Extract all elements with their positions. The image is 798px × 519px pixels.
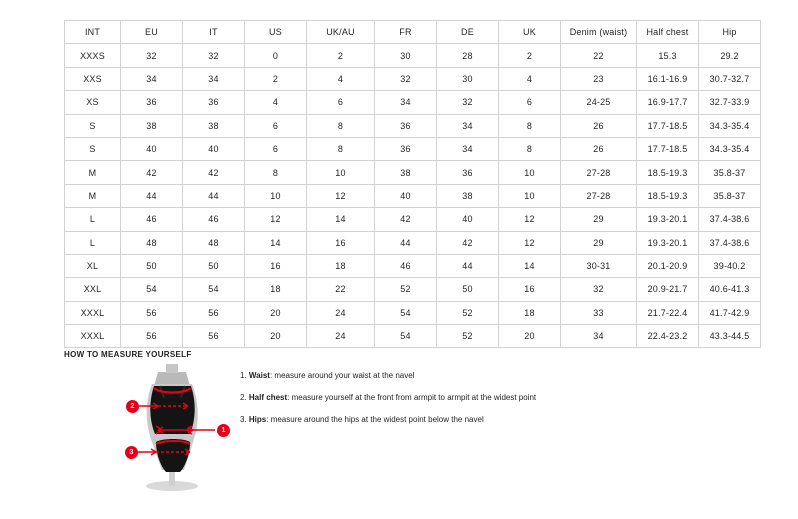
- cell-denim: 23: [561, 67, 637, 90]
- cell-half-chest: 22.4-23.2: [637, 325, 699, 348]
- cell-us: 0: [245, 44, 307, 67]
- cell-half-chest: 20.1-20.9: [637, 254, 699, 277]
- cell-half-chest: 17.7-18.5: [637, 137, 699, 160]
- cell-eu: 40: [121, 137, 183, 160]
- cell-uk: 8: [499, 114, 561, 137]
- cell-uk: 18: [499, 301, 561, 324]
- cell-denim: 33: [561, 301, 637, 324]
- cell-de: 50: [437, 278, 499, 301]
- cell-half-chest: 16.1-16.9: [637, 67, 699, 90]
- column-header-half-chest: Half chest: [637, 21, 699, 44]
- measure-badge-3: 3: [125, 446, 138, 459]
- cell-us: 14: [245, 231, 307, 254]
- cell-int: XXXL: [65, 325, 121, 348]
- column-header-eu: EU: [121, 21, 183, 44]
- cell-int: M: [65, 184, 121, 207]
- table-row: [65, 254, 761, 277]
- cell-ukau: 18: [307, 254, 375, 277]
- cell-hip: 29.2: [699, 44, 761, 67]
- column-header-ukau: UK/AU: [307, 21, 375, 44]
- table-header-row: [65, 21, 761, 44]
- cell-denim: 22: [561, 44, 637, 67]
- cell-denim: 29: [561, 231, 637, 254]
- cell-int: XXXL: [65, 301, 121, 324]
- cell-denim: 29: [561, 208, 637, 231]
- cell-uk: 8: [499, 137, 561, 160]
- cell-half-chest: 19.3-20.1: [637, 208, 699, 231]
- cell-half-chest: 21.7-22.4: [637, 301, 699, 324]
- cell-fr: 42: [375, 208, 437, 231]
- cell-int: XXS: [65, 67, 121, 90]
- table-row: [65, 184, 761, 207]
- cell-denim: 24-25: [561, 91, 637, 114]
- cell-hip: 35.8-37: [699, 184, 761, 207]
- size-table-body: [65, 44, 761, 348]
- measure-instructions-list: [240, 370, 710, 436]
- cell-fr: 38: [375, 161, 437, 184]
- measure-instruction-half-chest: [240, 392, 710, 403]
- cell-ukau: 24: [307, 301, 375, 324]
- cell-de: 32: [437, 91, 499, 114]
- measure-instruction-hips: [240, 414, 710, 425]
- table-row: [65, 301, 761, 324]
- cell-ukau: 8: [307, 114, 375, 137]
- cell-de: 42: [437, 231, 499, 254]
- cell-hip: 34.3-35.4: [699, 114, 761, 137]
- cell-eu: 42: [121, 161, 183, 184]
- cell-hip: 37.4-38.6: [699, 208, 761, 231]
- table-row: [65, 44, 761, 67]
- cell-us: 12: [245, 208, 307, 231]
- cell-ukau: 24: [307, 325, 375, 348]
- column-header-us: US: [245, 21, 307, 44]
- cell-int: XL: [65, 254, 121, 277]
- cell-us: 20: [245, 325, 307, 348]
- cell-int: XXXS: [65, 44, 121, 67]
- cell-fr: 40: [375, 184, 437, 207]
- cell-half-chest: 19.3-20.1: [637, 231, 699, 254]
- cell-uk: 2: [499, 44, 561, 67]
- cell-fr: 44: [375, 231, 437, 254]
- cell-denim: 26: [561, 114, 637, 137]
- cell-half-chest: 20.9-21.7: [637, 278, 699, 301]
- column-header-uk: UK: [499, 21, 561, 44]
- cell-half-chest: 18.5-19.3: [637, 161, 699, 184]
- instruction-text: : measure around the hips at the widest point below the navel: [266, 415, 484, 424]
- cell-eu: 34: [121, 67, 183, 90]
- cell-fr: 36: [375, 137, 437, 160]
- howto-measure-section: [64, 364, 734, 494]
- cell-int: M: [65, 161, 121, 184]
- cell-int: XS: [65, 91, 121, 114]
- cell-hip: 43.3-44.5: [699, 325, 761, 348]
- cell-de: 38: [437, 184, 499, 207]
- cell-denim: 27-28: [561, 184, 637, 207]
- cell-it: 38: [183, 114, 245, 137]
- cell-it: 56: [183, 325, 245, 348]
- instruction-number: 1.: [240, 371, 247, 380]
- cell-de: 34: [437, 137, 499, 160]
- cell-fr: 34: [375, 91, 437, 114]
- cell-uk: 10: [499, 184, 561, 207]
- cell-uk: 12: [499, 231, 561, 254]
- cell-de: 30: [437, 67, 499, 90]
- cell-hip: 35.8-37: [699, 161, 761, 184]
- cell-half-chest: 16.9-17.7: [637, 91, 699, 114]
- cell-us: 20: [245, 301, 307, 324]
- cell-uk: 14: [499, 254, 561, 277]
- cell-it: 48: [183, 231, 245, 254]
- cell-ukau: 2: [307, 44, 375, 67]
- cell-half-chest: 17.7-18.5: [637, 114, 699, 137]
- cell-de: 28: [437, 44, 499, 67]
- cell-eu: 44: [121, 184, 183, 207]
- cell-de: 52: [437, 325, 499, 348]
- column-header-it: IT: [183, 21, 245, 44]
- instruction-term: Waist: [248, 371, 270, 380]
- table-row: [65, 114, 761, 137]
- cell-it: 36: [183, 91, 245, 114]
- mannequin-illustration: [100, 364, 250, 492]
- table-row: [65, 91, 761, 114]
- cell-ukau: 6: [307, 91, 375, 114]
- cell-hip: 30.7-32.7: [699, 67, 761, 90]
- cell-de: 34: [437, 114, 499, 137]
- cell-half-chest: 15.3: [637, 44, 699, 67]
- instruction-number: 3.: [240, 415, 247, 424]
- table-row: [65, 325, 761, 348]
- cell-it: 50: [183, 254, 245, 277]
- column-header-fr: FR: [375, 21, 437, 44]
- size-table: [64, 20, 761, 348]
- table-row: [65, 208, 761, 231]
- cell-eu: 38: [121, 114, 183, 137]
- size-table-container: [64, 20, 750, 348]
- cell-it: 42: [183, 161, 245, 184]
- cell-us: 6: [245, 114, 307, 137]
- cell-uk: 10: [499, 161, 561, 184]
- cell-hip: 41.7-42.9: [699, 301, 761, 324]
- cell-denim: 26: [561, 137, 637, 160]
- cell-denim: 32: [561, 278, 637, 301]
- cell-de: 40: [437, 208, 499, 231]
- cell-uk: 4: [499, 67, 561, 90]
- cell-eu: 54: [121, 278, 183, 301]
- cell-eu: 56: [121, 301, 183, 324]
- cell-hip: 40.6-41.3: [699, 278, 761, 301]
- cell-fr: 32: [375, 67, 437, 90]
- cell-fr: 52: [375, 278, 437, 301]
- cell-ukau: 14: [307, 208, 375, 231]
- instruction-term: Half chest: [248, 393, 288, 402]
- column-header-hip: Hip: [699, 21, 761, 44]
- cell-hip: 39-40.2: [699, 254, 761, 277]
- cell-de: 52: [437, 301, 499, 324]
- measure-instruction-waist: [240, 370, 710, 381]
- cell-hip: 37.4-38.6: [699, 231, 761, 254]
- cell-int: L: [65, 208, 121, 231]
- cell-it: 46: [183, 208, 245, 231]
- cell-ukau: 4: [307, 67, 375, 90]
- size-table-head: [65, 21, 761, 44]
- cell-hip: 32.7-33.9: [699, 91, 761, 114]
- cell-fr: 54: [375, 325, 437, 348]
- cell-ukau: 22: [307, 278, 375, 301]
- cell-it: 56: [183, 301, 245, 324]
- cell-it: 32: [183, 44, 245, 67]
- table-row: [65, 137, 761, 160]
- column-header-de: DE: [437, 21, 499, 44]
- column-header-denim-waist: Denim (waist): [561, 21, 637, 44]
- cell-it: 40: [183, 137, 245, 160]
- cell-us: 6: [245, 137, 307, 160]
- cell-ukau: 8: [307, 137, 375, 160]
- table-row: [65, 67, 761, 90]
- cell-fr: 30: [375, 44, 437, 67]
- cell-it: 34: [183, 67, 245, 90]
- cell-uk: 16: [499, 278, 561, 301]
- cell-us: 16: [245, 254, 307, 277]
- cell-de: 36: [437, 161, 499, 184]
- instruction-number: 2.: [240, 393, 247, 402]
- cell-de: 44: [437, 254, 499, 277]
- cell-ukau: 12: [307, 184, 375, 207]
- cell-denim: 34: [561, 325, 637, 348]
- howto-measure-title: HOW TO MEASURE YOURSELF: [64, 350, 192, 359]
- cell-uk: 12: [499, 208, 561, 231]
- cell-eu: 32: [121, 44, 183, 67]
- cell-int: XXL: [65, 278, 121, 301]
- cell-us: 10: [245, 184, 307, 207]
- cell-uk: 20: [499, 325, 561, 348]
- table-row: [65, 278, 761, 301]
- instruction-text: : measure yourself at the front from armpit to armpit at the widest point: [287, 393, 537, 402]
- cell-uk: 6: [499, 91, 561, 114]
- cell-int: S: [65, 137, 121, 160]
- cell-hip: 34.3-35.4: [699, 137, 761, 160]
- cell-eu: 48: [121, 231, 183, 254]
- cell-us: 8: [245, 161, 307, 184]
- cell-half-chest: 18.5-19.3: [637, 184, 699, 207]
- cell-eu: 36: [121, 91, 183, 114]
- instruction-text: : measure around your waist at the navel: [269, 371, 415, 380]
- column-header-int: INT: [65, 21, 121, 44]
- measure-badge-1: 1: [217, 424, 230, 437]
- table-row: [65, 231, 761, 254]
- measure-badge-2: 2: [126, 400, 139, 413]
- cell-eu: 46: [121, 208, 183, 231]
- instruction-term: Hips: [248, 415, 267, 424]
- cell-fr: 36: [375, 114, 437, 137]
- cell-ukau: 16: [307, 231, 375, 254]
- cell-fr: 54: [375, 301, 437, 324]
- cell-denim: 30-31: [561, 254, 637, 277]
- cell-ukau: 10: [307, 161, 375, 184]
- cell-int: L: [65, 231, 121, 254]
- cell-eu: 50: [121, 254, 183, 277]
- cell-int: S: [65, 114, 121, 137]
- cell-it: 54: [183, 278, 245, 301]
- cell-us: 18: [245, 278, 307, 301]
- cell-fr: 46: [375, 254, 437, 277]
- cell-it: 44: [183, 184, 245, 207]
- cell-us: 4: [245, 91, 307, 114]
- cell-denim: 27-28: [561, 161, 637, 184]
- table-row: [65, 161, 761, 184]
- cell-us: 2: [245, 67, 307, 90]
- cell-eu: 56: [121, 325, 183, 348]
